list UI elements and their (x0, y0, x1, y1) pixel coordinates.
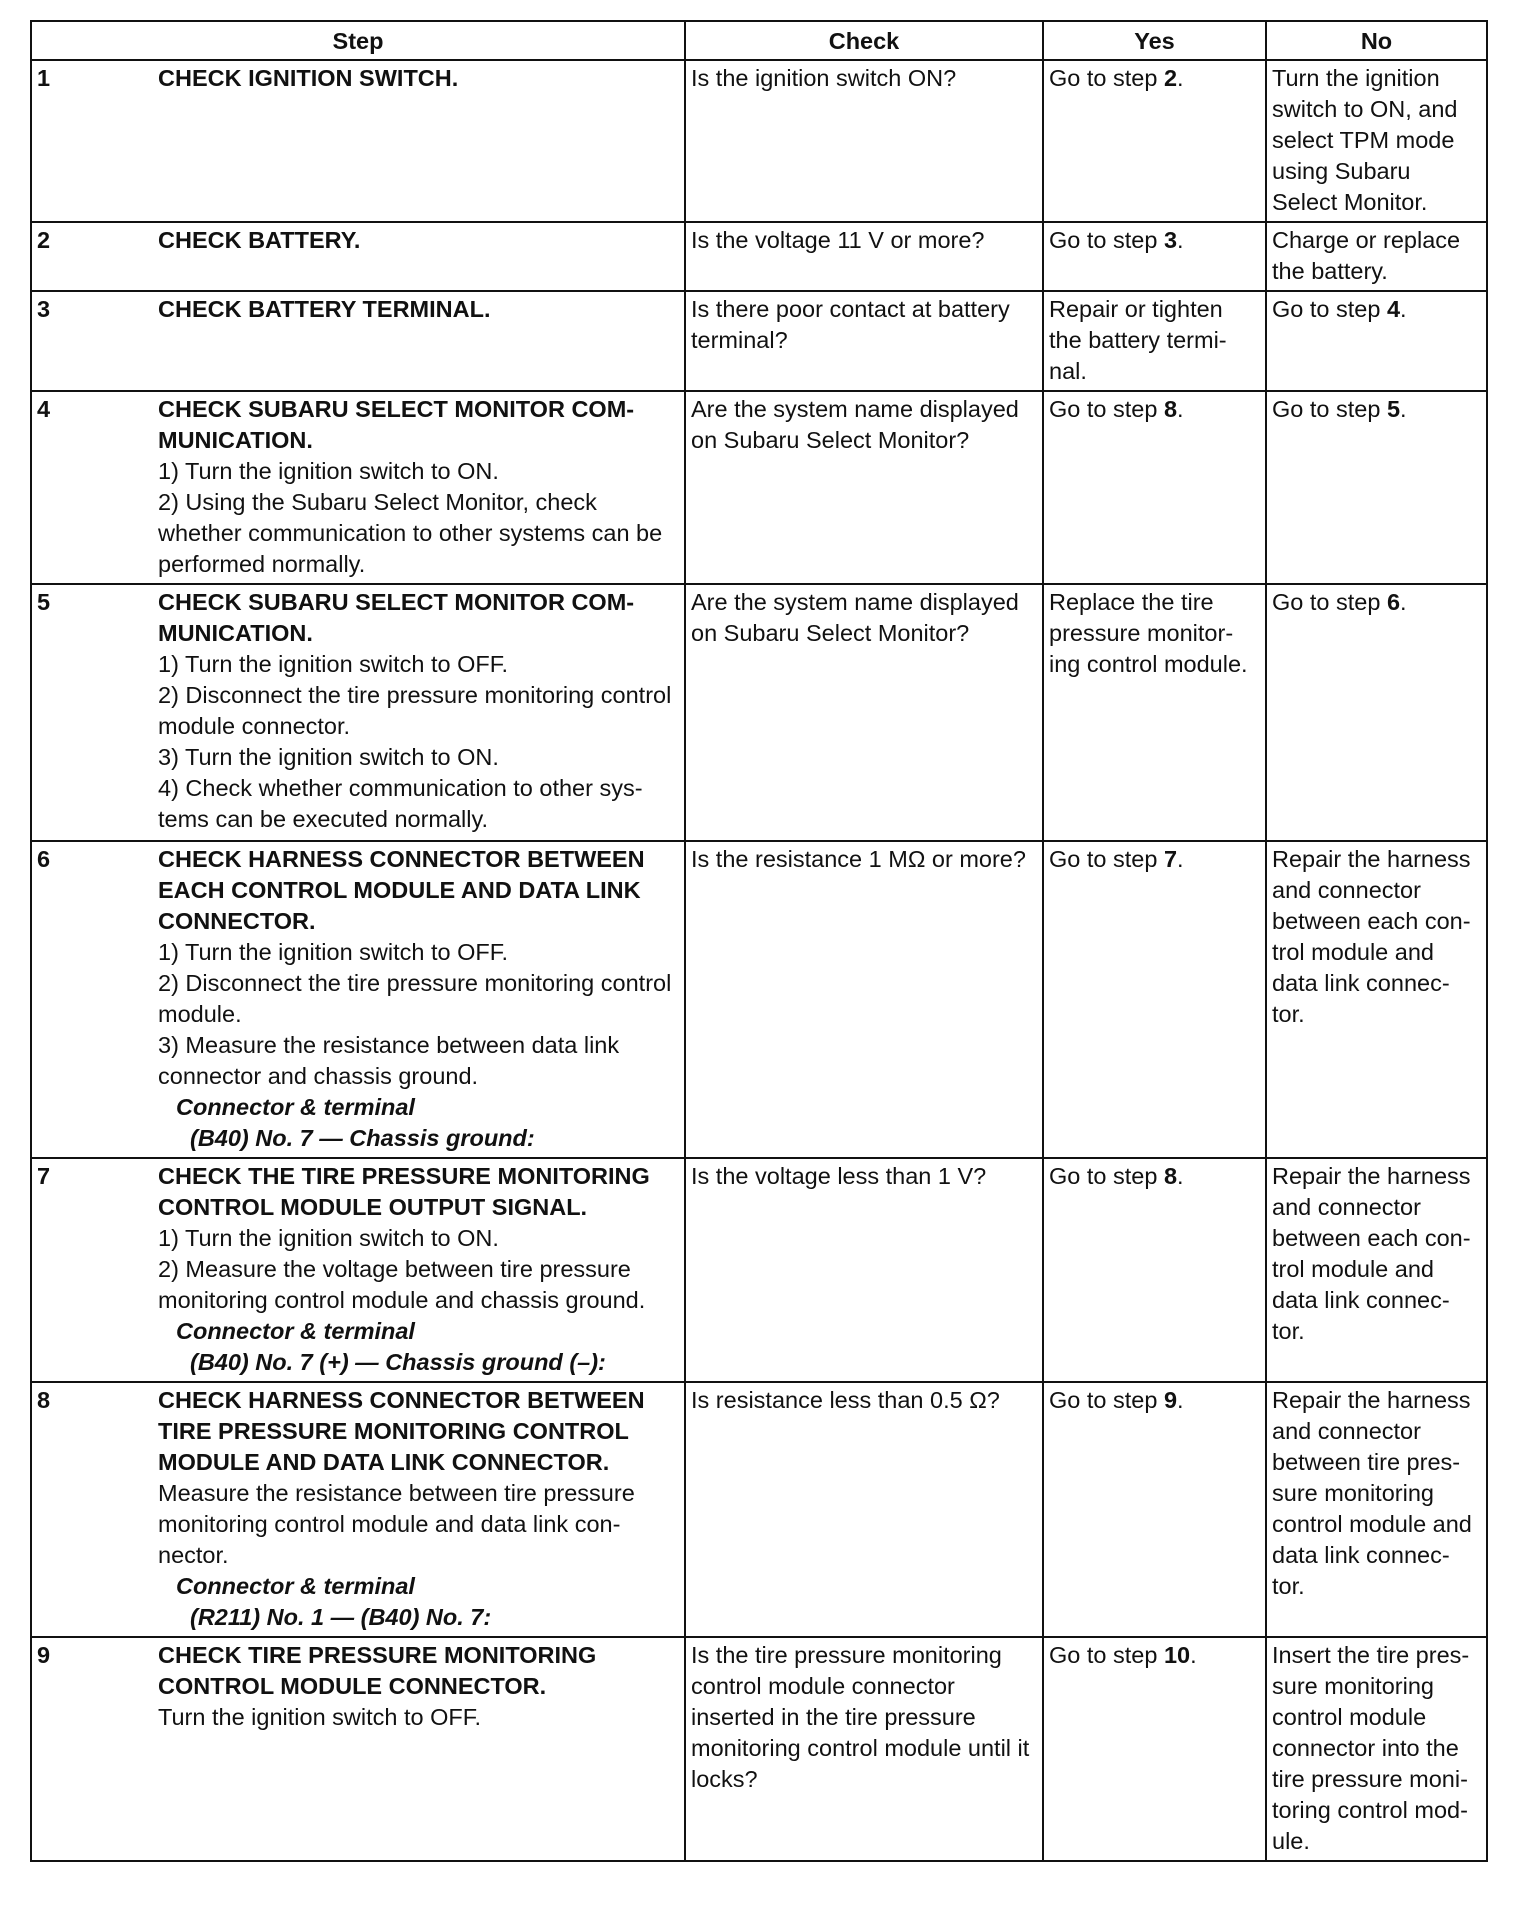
step-instruction: 2) Disconnect the tire pressure monitoring control module. (158, 970, 672, 1027)
step-instruction: 1) Turn the ignition switch to OFF. (158, 651, 509, 677)
connector-terminal-label: Connector & terminal (176, 1094, 415, 1120)
step-instruction: Measure the resistance between tire pressure monitoring control module and data link con-nector. (158, 1480, 635, 1568)
yes-cell-step-ref: 2 (1163, 65, 1178, 91)
no-cell-end: . (1400, 589, 1407, 615)
yes-cell (1043, 222, 1266, 291)
document-page (30, 20, 1486, 1862)
yes-cell-end: . (1177, 846, 1184, 872)
no-cell-end: . (1400, 396, 1407, 422)
connector-terminal-value: (B40) No. 7 — Chassis ground: (190, 1125, 535, 1151)
no-cell-text: Go to step (1272, 296, 1387, 322)
step-instruction: 1) Turn the ignition switch to OFF. (158, 939, 509, 965)
step-instruction: 2) Using the Subaru Select Monitor, check whether communication to other systems can be performed normally. (158, 489, 663, 577)
yes-cell-end: . (1177, 227, 1184, 253)
step-cell (31, 584, 685, 841)
table-body (31, 60, 1487, 1861)
table-row (31, 222, 1487, 291)
no-cell (1266, 60, 1487, 222)
step-title: CHECK THE TIRE PRESSURE MONITORING CONTROL MODULE OUTPUT SIGNAL. (158, 1163, 650, 1220)
table-row (31, 60, 1487, 222)
step-title: CHECK HARNESS CONNECTOR BETWEEN TIRE PRESSURE MONITORING CONTROL MODULE AND DATA LINK CONNECTOR. (158, 1387, 645, 1475)
step-instruction: 1) Turn the ignition switch to ON. (158, 1225, 499, 1251)
step-title: CHECK TIRE PRESSURE MONITORING CONTROL MODULE CONNECTOR. (158, 1642, 597, 1699)
check-cell: Is resistance less than 0.5 Ω? (685, 1382, 1043, 1637)
table-row (31, 1637, 1487, 1861)
yes-cell-end: . (1177, 1163, 1184, 1189)
yes-cell-end: . (1177, 65, 1184, 91)
yes-cell (1043, 1158, 1266, 1382)
diagnostic-table (30, 20, 1488, 1862)
header-step: Step (31, 21, 685, 60)
header-check: Check (685, 21, 1043, 60)
no-cell-text: Turn the ignition switch to ON, and select TPM mode using Subaru Select Monitor. (1272, 65, 1458, 215)
no-cell-text: Insert the tire pres-sure monitoring control module connector into the tire pressure moni-toring control mod-ule. (1272, 1642, 1470, 1854)
table-row (31, 291, 1487, 391)
check-cell: Is the voltage less than 1 V? (685, 1158, 1043, 1382)
step-number: 5 (37, 589, 51, 615)
connector-terminal-label: Connector & terminal (176, 1573, 415, 1599)
no-cell (1266, 841, 1487, 1158)
step-title: CHECK BATTERY TERMINAL. (158, 296, 491, 322)
connector-terminal-value: (R211) No. 1 — (B40) No. 7: (190, 1604, 492, 1630)
connector-terminal-label: Connector & terminal (176, 1318, 415, 1344)
yes-cell-text: Go to step (1049, 1163, 1164, 1189)
step-title: CHECK SUBARU SELECT MONITOR COM-MUNICATION. (158, 396, 635, 453)
step-title: CHECK HARNESS CONNECTOR BETWEEN EACH CONTROL MODULE AND DATA LINK CONNECTOR. (158, 846, 645, 934)
step-number: 4 (37, 396, 51, 422)
step-cell (31, 1382, 685, 1637)
yes-cell (1043, 1382, 1266, 1637)
table-row (31, 584, 1487, 841)
step-cell (31, 222, 685, 291)
step-instruction: 2) Measure the voltage between tire pressure monitoring control module and chassis ground. (158, 1256, 646, 1313)
step-number: 1 (37, 65, 51, 91)
step-cell (31, 391, 685, 584)
step-instruction: Turn the ignition switch to OFF. (158, 1704, 482, 1730)
yes-cell-text: Go to step (1049, 396, 1164, 422)
table-row (31, 1158, 1487, 1382)
connector-terminal-value: (B40) No. 7 (+) — Chassis ground (–): (190, 1349, 606, 1375)
header-row (31, 21, 1487, 60)
yes-cell-text: Repair or tighten the battery termi-nal. (1049, 296, 1227, 384)
step-instruction: 3) Measure the resistance between data link connector and chassis ground. (158, 1032, 620, 1089)
step-cell (31, 60, 685, 222)
no-cell-text: Go to step (1272, 396, 1387, 422)
yes-cell-step-ref: 9 (1163, 1387, 1178, 1413)
yes-cell-step-ref: 3 (1163, 227, 1178, 253)
no-cell (1266, 1158, 1487, 1382)
step-title: CHECK SUBARU SELECT MONITOR COM-MUNICATION. (158, 589, 635, 646)
step-number: 8 (37, 1387, 51, 1413)
step-instruction: 4) Check whether communication to other sys-tems can be executed normally. (158, 775, 643, 832)
yes-cell (1043, 1637, 1266, 1861)
yes-cell-text: Go to step (1049, 227, 1164, 253)
no-cell-step-ref: 6 (1386, 589, 1401, 615)
yes-cell-text: Go to step (1049, 1642, 1164, 1668)
no-cell (1266, 1382, 1487, 1637)
no-cell-text: Go to step (1272, 589, 1387, 615)
step-cell (31, 291, 685, 391)
no-cell-step-ref: 5 (1386, 396, 1401, 422)
header-yes: Yes (1043, 21, 1266, 60)
header-no: No (1266, 21, 1487, 60)
check-cell: Is there poor contact at battery terminal? (685, 291, 1043, 391)
check-cell: Is the resistance 1 MΩ or more? (685, 841, 1043, 1158)
no-cell-text: Repair the harness and connector between each con-trol module and data link connec-tor. (1272, 1163, 1471, 1344)
yes-cell-step-ref: 8 (1163, 1163, 1178, 1189)
no-cell-text: Repair the harness and connector between each con-trol module and data link connec-tor. (1272, 846, 1471, 1027)
step-cell (31, 1158, 685, 1382)
step-instruction: 3) Turn the ignition switch to ON. (158, 744, 499, 770)
yes-cell (1043, 291, 1266, 391)
no-cell-text: Charge or replace the battery. (1272, 227, 1461, 284)
yes-cell-end: . (1177, 396, 1184, 422)
no-cell-text: Repair the harness and connector between tire pres-sure monitoring control module and data link connec-tor. (1272, 1387, 1472, 1599)
step-instruction: 2) Disconnect the tire pressure monitoring control module connector. (158, 682, 672, 739)
check-cell: Is the ignition switch ON? (685, 60, 1043, 222)
yes-cell-text: Go to step (1049, 846, 1164, 872)
yes-cell-end: . (1177, 1387, 1184, 1413)
table-row (31, 391, 1487, 584)
yes-cell (1043, 841, 1266, 1158)
table-row (31, 841, 1487, 1158)
step-number: 2 (37, 227, 51, 253)
check-cell: Are the system name displayed on Subaru Select Monitor? (685, 391, 1043, 584)
no-cell-end: . (1400, 296, 1407, 322)
step-title: CHECK IGNITION SWITCH. (158, 65, 459, 91)
yes-cell-end: . (1190, 1642, 1197, 1668)
yes-cell (1043, 584, 1266, 841)
step-number: 3 (37, 296, 51, 322)
step-cell (31, 1637, 685, 1861)
no-cell (1266, 584, 1487, 841)
yes-cell-step-ref: 10 (1163, 1642, 1191, 1668)
no-cell (1266, 391, 1487, 584)
yes-cell (1043, 391, 1266, 584)
yes-cell-step-ref: 7 (1163, 846, 1178, 872)
check-cell: Is the voltage 11 V or more? (685, 222, 1043, 291)
step-number: 9 (37, 1642, 51, 1668)
yes-cell-text: Go to step (1049, 1387, 1164, 1413)
step-number: 6 (37, 846, 51, 872)
no-cell (1266, 291, 1487, 391)
step-cell (31, 841, 685, 1158)
yes-cell-text: Go to step (1049, 65, 1164, 91)
table-row (31, 1382, 1487, 1637)
no-cell (1266, 222, 1487, 291)
yes-cell-text: Replace the tire pressure monitor-ing control module. (1049, 589, 1248, 677)
step-number: 7 (37, 1163, 51, 1189)
yes-cell-step-ref: 8 (1163, 396, 1178, 422)
step-title: CHECK BATTERY. (158, 227, 361, 253)
step-instruction: 1) Turn the ignition switch to ON. (158, 458, 499, 484)
no-cell-step-ref: 4 (1386, 296, 1401, 322)
check-cell: Is the tire pressure monitoring control module connector inserted in the tire pressure monitoring control module until it locks? (685, 1637, 1043, 1861)
yes-cell (1043, 60, 1266, 222)
no-cell (1266, 1637, 1487, 1861)
check-cell: Are the system name displayed on Subaru Select Monitor? (685, 584, 1043, 841)
